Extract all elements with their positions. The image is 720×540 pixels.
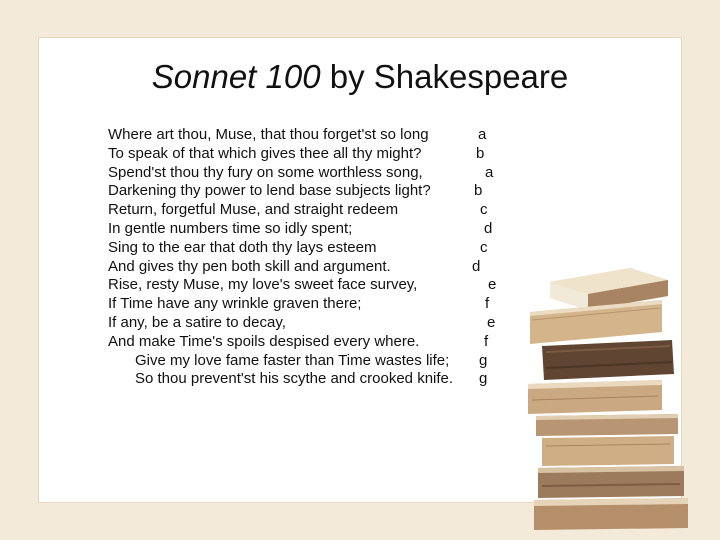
poem-line — [108, 201, 528, 220]
poem-line — [108, 352, 528, 371]
poem-line-text: Darkening thy power to lend base subjects light? — [108, 182, 431, 200]
rhyme-letter: g — [479, 351, 488, 369]
poem-line-text: Where art thou, Muse, that thou forget'st so long — [108, 126, 429, 143]
rhyme-letter: a — [478, 126, 487, 143]
poem-line — [108, 370, 528, 389]
rhyme-letter: e — [488, 276, 497, 294]
rhyme-letter: b — [476, 144, 485, 162]
poem-line-text: If Time have any wrinkle graven there; — [108, 295, 362, 313]
rhyme-letter: e — [487, 313, 496, 331]
poem-line-text: Return, forgetful Muse, and straight redeem — [108, 201, 399, 219]
book-6 — [542, 436, 674, 466]
poem-line-text: In gentle numbers time so idly spent; — [108, 219, 353, 237]
poem-line — [108, 276, 528, 295]
book-2 — [530, 300, 662, 344]
poem-line-text: Rise, resty Muse, my love's sweet face survey, — [108, 276, 418, 294]
rhyme-letter: f — [485, 295, 490, 313]
poem-line — [108, 164, 528, 183]
poem-line — [108, 220, 528, 239]
book-4 — [528, 380, 662, 414]
rhyme-letter: d — [472, 257, 481, 275]
poem-line-text: Spend'st thou thy fury on some worthless song, — [108, 163, 423, 181]
title-rest: by Shakespeare — [320, 58, 569, 95]
sonnet-text — [108, 126, 528, 389]
poem-line-text: And gives thy pen both skill and argument. — [108, 257, 391, 275]
poem-line — [108, 145, 528, 164]
book-3 — [542, 340, 674, 380]
rhyme-letter: c — [480, 238, 488, 256]
rhyme-letter: d — [484, 219, 493, 237]
poem-line-text: To speak of that which gives thee all thy might? — [108, 144, 422, 162]
book-stack-image — [512, 250, 702, 530]
rhyme-letter: a — [485, 163, 494, 181]
poem-line — [108, 182, 528, 201]
rhyme-letter: c — [480, 201, 488, 219]
rhyme-letter: g — [479, 370, 488, 388]
poem-line — [108, 314, 528, 333]
poem-line — [108, 126, 528, 145]
poem-line-text: So thou prevent'st his scythe and crooked knife. — [135, 370, 454, 388]
book-7 — [538, 466, 684, 498]
page-title — [0, 58, 720, 96]
poem-line — [108, 258, 528, 277]
poem-line-text: Give my love fame faster than Time wastes life; — [135, 351, 450, 369]
rhyme-letter: b — [474, 182, 483, 200]
poem-line — [108, 333, 528, 352]
book-5 — [536, 414, 678, 436]
book-8 — [534, 498, 688, 530]
poem-line — [108, 295, 528, 314]
title-italic: Sonnet 100 — [151, 58, 321, 95]
poem-line-text: And make Time's spoils despised every where. — [108, 332, 420, 350]
poem-line-text: If any, be a satire to decay, — [108, 313, 286, 331]
rhyme-letter: f — [484, 332, 489, 350]
poem-line — [108, 239, 528, 258]
poem-line-text: Sing to the ear that doth thy lays esteem — [108, 238, 377, 256]
